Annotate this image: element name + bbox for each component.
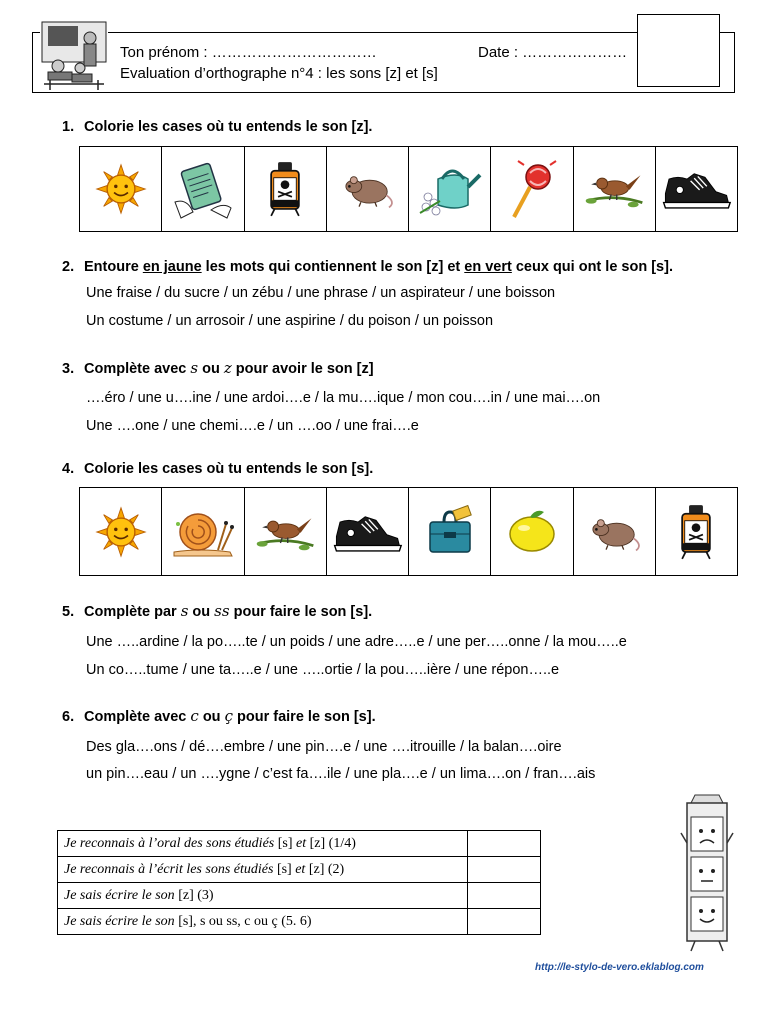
notebook-icon[interactable] (162, 147, 244, 231)
question-2-line-2[interactable]: Un costume / un arrosoir / une aspirine / du poison / un poisson (86, 313, 494, 329)
criterion-check-cell[interactable] (468, 831, 541, 857)
poison-bottle-icon[interactable] (245, 147, 327, 231)
mouse-icon[interactable] (574, 488, 656, 575)
question-5-title: 5. Complète par s ou ss pour faire le son [s]. (62, 602, 373, 620)
criterion-label: Je reconnais à l’oral des sons étudiés [s] et [z] (1/4) (58, 831, 468, 857)
table-row (58, 883, 541, 909)
criterion-check-cell[interactable] (468, 857, 541, 883)
date-field-label[interactable]: Date : ………………… (478, 44, 628, 61)
criterion-check-cell[interactable] (468, 909, 541, 935)
question-2-line-1[interactable]: Une fraise / du sucre / un zébu / une phrase / un aspirateur / une boisson (86, 285, 556, 301)
sneaker-icon[interactable] (656, 147, 737, 231)
question-4-image-row (79, 487, 738, 576)
mouse-icon[interactable] (327, 147, 409, 231)
worksheet-title: Evaluation d’orthographe n°4 : les sons [z] et [s] (120, 65, 438, 82)
name-field-label[interactable]: Ton prénom : …………………………… (120, 44, 377, 61)
question-6-title: 6. Complète avec c ou ç pour faire le son [s]. (62, 707, 376, 725)
question-3-line-2[interactable]: Une ….one / une chemi….e / un ….oo / une frai….e (86, 418, 419, 434)
suitcase-icon[interactable] (409, 488, 491, 575)
classroom-illustration-icon (40, 20, 108, 92)
poison-bottle-icon[interactable] (656, 488, 737, 575)
self-evaluation-table (57, 830, 541, 935)
question-1-title: 1. Colorie les cases où tu entends le son [z]. (62, 119, 373, 135)
question-6-line-2[interactable]: un pin….eau / un ….ygne / c’est fa….ile / une pla….e / un lima….on / fran….ais (86, 766, 596, 782)
grade-box[interactable] (637, 14, 720, 87)
question-2-title: 2. Entoure en jaune les mots qui contiennent le son [z] et en vert ceux qui ont le son [s]. (62, 259, 673, 275)
sun-icon[interactable] (80, 488, 162, 575)
bird-icon[interactable] (574, 147, 656, 231)
question-5-line-2[interactable]: Un co…..tume / une ta…..e / une …..ortie / la pou…..ière / une répon…..e (86, 662, 560, 678)
watering-can-icon[interactable] (409, 147, 491, 231)
criterion-label: Je sais écrire le son [s], s ou ss, c ou ç (5. 6) (58, 909, 468, 935)
criterion-check-cell[interactable] (468, 883, 541, 909)
table-row (58, 857, 541, 883)
criterion-label: Je sais écrire le son [z] (3) (58, 883, 468, 909)
sneaker-icon[interactable] (327, 488, 409, 575)
sun-icon[interactable] (80, 147, 162, 231)
lollipop-icon[interactable] (491, 147, 573, 231)
lemon-icon[interactable] (491, 488, 573, 575)
header-box (32, 32, 735, 93)
question-3-line-1[interactable]: ….éro / une u….ine / une ardoi….e / la mu….ique / mon cou….in / une mai….on (86, 390, 601, 406)
question-3-title: 3. Complète avec s ou z pour avoir le son [z] (62, 359, 374, 377)
question-1-image-row (79, 146, 738, 232)
table-row (58, 831, 541, 857)
pencil-character-icon (677, 793, 737, 953)
criterion-label: Je reconnais à l’écrit les sons étudiés [s] et [z] (2) (58, 857, 468, 883)
snail-icon[interactable] (162, 488, 244, 575)
question-5-line-1[interactable]: Une …..ardine / la po…..te / un poids / une adre…..e / une per…..onne / la mou…..e (86, 634, 627, 650)
question-6-line-1[interactable]: Des gla….ons / dé….embre / une pin….e / une ….itrouille / la balan….oire (86, 739, 562, 755)
table-row (58, 909, 541, 935)
question-4-title: 4. Colorie les cases où tu entends le son [s]. (62, 461, 374, 477)
footer-link[interactable]: http://le-stylo-de-vero.eklablog.com (535, 962, 704, 973)
bird-icon[interactable] (245, 488, 327, 575)
